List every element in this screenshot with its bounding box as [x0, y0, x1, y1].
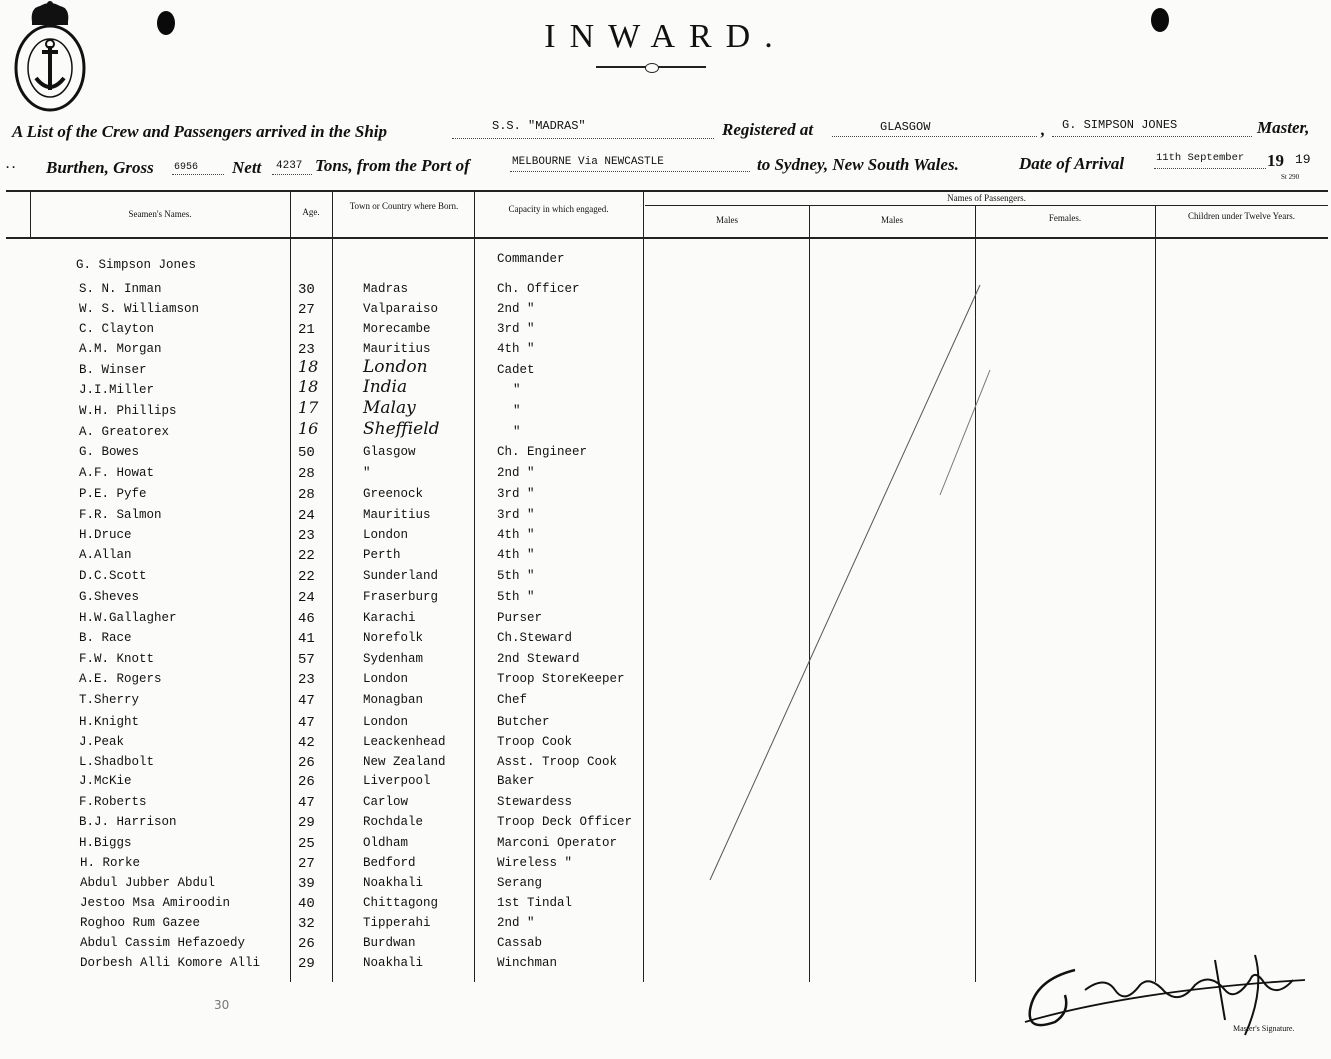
crew-birthplace: Sunderland: [363, 569, 439, 583]
passengers-rule: [645, 205, 1328, 206]
crew-birthplace: London: [363, 672, 409, 686]
crew-age: 42: [298, 735, 315, 751]
crew-capacity: 4th ": [497, 528, 535, 542]
comma: ,: [1041, 120, 1046, 139]
crew-age: 57: [298, 652, 315, 668]
crew-birthplace: Bedford: [363, 856, 416, 870]
arrival-line: [1154, 168, 1266, 169]
crew-capacity: Serang: [497, 876, 543, 890]
crew-birthplace: Monagban: [363, 693, 424, 707]
crew-capacity: 2nd ": [497, 916, 535, 930]
nett-tons: 4237: [276, 160, 303, 172]
crew-capacity: Marconi Operator: [497, 836, 618, 850]
col-rule: [332, 192, 333, 982]
crew-capacity: Troop Deck Officer: [497, 815, 633, 829]
crew-capacity: Commander: [497, 252, 565, 266]
crew-age: 29: [298, 956, 315, 972]
crew-capacity: Asst. Troop Cook: [497, 755, 618, 769]
crew-name: F.R. Salmon: [79, 508, 162, 522]
crew-name: B.J. Harrison: [79, 815, 177, 829]
crew-name: Jestoo Msa Amiroodin: [80, 896, 231, 910]
crew-age: 29: [298, 815, 315, 831]
crew-age: 50: [298, 445, 315, 461]
col-header-children: Children under Twelve Years.: [1188, 211, 1295, 221]
crew-birthplace: Liverpool: [363, 774, 431, 788]
col-header-name: Seamen's Names.: [128, 209, 192, 219]
crew-capacity: 2nd Steward: [497, 652, 580, 666]
crew-age: 18: [298, 357, 319, 376]
col-header-born: Town or Country where Born.: [349, 201, 459, 211]
arrival-date: 11th September: [1156, 152, 1245, 164]
col-header-age: Age.: [302, 207, 320, 217]
master-label: Master,: [1257, 118, 1310, 137]
crew-name: P.E. Pyfe: [79, 487, 147, 501]
crew-age: 40: [298, 896, 315, 912]
col-header-males-2: Males: [881, 215, 903, 225]
crew-capacity: Cadet: [497, 363, 535, 377]
crew-birthplace: Norefolk: [363, 631, 424, 645]
table-header-rule: [6, 237, 1328, 239]
nett-label: Nett: [232, 158, 262, 177]
crew-age: 28: [298, 487, 315, 503]
crew-capacity: ": [513, 425, 521, 439]
crew-age: 47: [298, 715, 315, 731]
crew-name: G. Bowes: [79, 445, 140, 459]
crew-age: 16: [298, 419, 319, 438]
arrival-label: Date of Arrival: [1019, 154, 1125, 173]
crew-name: H.Knight: [79, 715, 140, 729]
crew-capacity: Stewardess: [497, 795, 573, 809]
crew-capacity: Wireless ": [497, 856, 573, 870]
crew-capacity: 2nd ": [497, 302, 535, 316]
col-rule: [474, 192, 475, 982]
crew-age: 22: [298, 548, 315, 564]
destination-label: to Sydney, New South Wales.: [757, 155, 959, 174]
crew-capacity: Cassab: [497, 936, 543, 950]
crew-age: 23: [298, 342, 315, 358]
crew-birthplace: Burdwan: [363, 936, 416, 950]
crew-capacity: 3rd ": [497, 508, 535, 522]
crew-age: 26: [298, 774, 315, 790]
gross-tons: 6956: [174, 162, 199, 173]
crew-age: 46: [298, 611, 315, 627]
page-title: INWARD.: [544, 18, 787, 55]
crew-age: 28: [298, 466, 315, 482]
crew-capacity: 5th ": [497, 590, 535, 604]
crew-name: J.I.Miller: [79, 383, 155, 397]
table-top-rule: [6, 190, 1328, 192]
crew-age: 25: [298, 836, 315, 852]
crew-birthplace: Valparaiso: [363, 302, 439, 316]
crew-capacity: Troop Cook: [497, 735, 573, 749]
crew-capacity: Troop StoreKeeper: [497, 672, 625, 686]
crew-name: H.Druce: [79, 528, 132, 542]
col-rule: [290, 192, 291, 982]
crew-name: Roghoo Rum Gazee: [80, 916, 201, 930]
title-ornament: [645, 63, 659, 73]
signature-caption: Master's Signature.: [1233, 1024, 1295, 1033]
crew-birthplace: Tipperahi: [363, 916, 431, 930]
crew-age: 26: [298, 936, 315, 952]
crew-birthplace: Noakhali: [363, 956, 424, 970]
crew-name: B. Winser: [79, 363, 147, 377]
ship-name: S.S. "MADRAS": [492, 119, 586, 133]
crew-capacity: Ch.Steward: [497, 631, 573, 645]
crew-birthplace: London: [363, 357, 428, 377]
crew-age: 26: [298, 755, 315, 771]
crew-name: A.M. Morgan: [79, 342, 162, 356]
burthen-label: Burthen, Gross: [46, 158, 154, 177]
crew-age: 24: [298, 590, 315, 606]
crew-age: 17: [298, 398, 319, 417]
crew-birthplace: Mauritius: [363, 342, 431, 356]
col-header-passengers: Names of Passengers.: [947, 193, 1026, 203]
crew-age: 39: [298, 876, 315, 892]
pencil-note: 30: [214, 998, 230, 1012]
crew-age: 27: [298, 302, 315, 318]
crew-capacity: 4th ": [497, 548, 535, 562]
crew-name: F.Roberts: [79, 795, 147, 809]
cancel-strike-lines: [640, 240, 1060, 940]
crew-name: J.Peak: [79, 735, 125, 749]
crew-birthplace: Madras: [363, 282, 409, 296]
crew-name: W.H. Phillips: [79, 404, 177, 418]
nett-line: [272, 174, 312, 175]
crew-name: D.C.Scott: [79, 569, 147, 583]
crew-name: G. Simpson Jones: [76, 258, 197, 272]
crew-birthplace: Leackenhead: [363, 735, 446, 749]
crew-age: 23: [298, 528, 315, 544]
crew-name: L.Shadbolt: [79, 755, 155, 769]
crew-capacity: 2nd ": [497, 466, 535, 480]
crew-capacity: 5th ": [497, 569, 535, 583]
crew-birthplace: Sheffield: [363, 419, 440, 439]
col-header-capacity: Capacity in which engaged.: [508, 204, 609, 214]
crew-birthplace: New Zealand: [363, 755, 446, 769]
col-header-females: Females.: [1048, 213, 1082, 223]
crew-name: T.Sherry: [79, 693, 140, 707]
crew-birthplace: Noakhali: [363, 876, 424, 890]
crew-name: Abdul Jubber Abdul: [80, 876, 216, 890]
port-line: [510, 171, 750, 172]
crew-capacity: 3rd ": [497, 487, 535, 501]
crew-name: A. Greatorex: [79, 425, 170, 439]
crew-age: 23: [298, 672, 315, 688]
registered-port: GLASGOW: [880, 120, 931, 134]
crew-birthplace: London: [363, 715, 409, 729]
crew-capacity: 4th ": [497, 342, 535, 356]
master-line: [1052, 136, 1252, 137]
col-header-males-1: Males: [716, 215, 738, 225]
crew-birthplace: Glasgow: [363, 445, 416, 459]
crew-name: W. S. Williamson: [79, 302, 200, 316]
crew-birthplace: Rochdale: [363, 815, 424, 829]
crew-name: B. Race: [79, 631, 132, 645]
crew-capacity: Purser: [497, 611, 543, 625]
crew-capacity: Butcher: [497, 715, 550, 729]
from-port: MELBOURNE Via NEWCASTLE: [512, 156, 664, 168]
crew-capacity: Winchman: [497, 956, 558, 970]
crew-age: 47: [298, 795, 315, 811]
crew-birthplace: London: [363, 528, 409, 542]
crew-capacity: ": [513, 383, 521, 397]
crew-birthplace: Mauritius: [363, 508, 431, 522]
registered-line: [832, 136, 1037, 137]
crew-age: 32: [298, 916, 315, 932]
year-suffix: 19: [1295, 152, 1311, 167]
crew-capacity: Baker: [497, 774, 535, 788]
ship-line: [452, 138, 714, 139]
crew-name: C. Clayton: [79, 322, 155, 336]
crew-birthplace: Karachi: [363, 611, 416, 625]
col-rule: [1155, 205, 1156, 982]
crew-capacity: Ch. Engineer: [497, 445, 588, 459]
master-name: G. SIMPSON JONES: [1062, 118, 1178, 132]
crew-birthplace: Morecambe: [363, 322, 431, 336]
crew-name: H.Biggs: [79, 836, 132, 850]
crew-age: 27: [298, 856, 315, 872]
crew-birthplace: Malay: [363, 398, 416, 418]
margin-mark: · ·: [6, 160, 15, 174]
crew-capacity: 1st Tindal: [497, 896, 573, 910]
registered-label: Registered at: [722, 120, 814, 139]
crew-name: H. Rorke: [80, 856, 141, 870]
crew-age: 18: [298, 377, 319, 396]
crew-birthplace: Perth: [363, 548, 401, 562]
crew-age: 41: [298, 631, 315, 647]
crew-birthplace: Greenock: [363, 487, 424, 501]
header-list-label: A List of the Crew and Passengers arrived in the Ship: [12, 122, 387, 141]
crew-name: Abdul Cassim Hefazoedy: [80, 936, 246, 950]
crew-capacity: 3rd ": [497, 322, 535, 336]
crew-name: A.F. Howat: [79, 466, 155, 480]
crew-name: Dorbesh Alli Komore Alli: [80, 956, 261, 970]
crew-name: S. N. Inman: [79, 282, 162, 296]
crew-name: G.Sheves: [79, 590, 140, 604]
form-number: St 290: [1281, 173, 1300, 181]
crew-birthplace: Carlow: [363, 795, 409, 809]
crew-name: A.E. Rogers: [79, 672, 162, 686]
crew-birthplace: Oldham: [363, 836, 409, 850]
tons-port-label: Tons, from the Port of: [315, 156, 470, 175]
crew-birthplace: Chittagong: [363, 896, 439, 910]
crew-age: 47: [298, 693, 315, 709]
crew-birthplace: Sydenham: [363, 652, 424, 666]
crew-capacity: ": [513, 404, 521, 418]
crew-name: F.W. Knott: [79, 652, 155, 666]
crew-birthplace: India: [363, 377, 408, 397]
crew-age: 21: [298, 322, 315, 338]
year-prefix: 19: [1267, 151, 1284, 170]
crew-age: 24: [298, 508, 315, 524]
crew-birthplace: ": [363, 466, 371, 480]
crew-name: A.Allan: [79, 548, 132, 562]
crew-capacity: Ch. Officer: [497, 282, 580, 296]
crew-capacity: Chef: [497, 693, 528, 707]
crew-name: J.McKie: [79, 774, 132, 788]
crew-birthplace: Fraserburg: [363, 590, 439, 604]
crew-name: H.W.Gallagher: [79, 611, 177, 625]
gross-line: [172, 174, 224, 175]
crew-age: 22: [298, 569, 315, 585]
crew-age: 30: [298, 282, 315, 298]
